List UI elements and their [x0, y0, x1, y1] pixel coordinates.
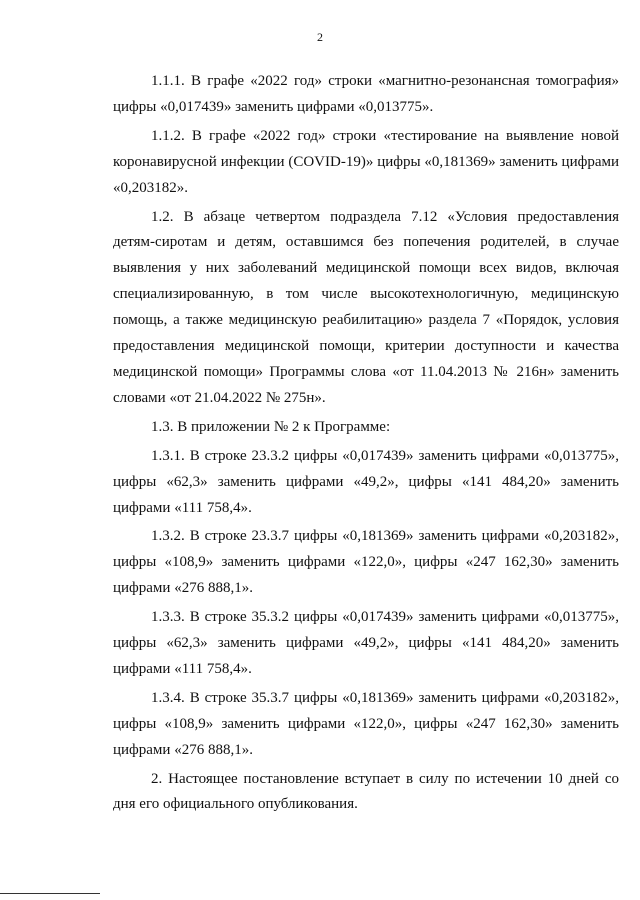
paragraph-1-1-1: 1.1.1. В графе «2022 год» строки «магнитно-резонансная томография» цифры «0,017439» заменить цифрами «0,013775». [113, 73, 619, 115]
paragraph-2: 2. Настоящее постановление вступает в силу по истечении 10 дней со дня его официального опубликования. [113, 770, 619, 813]
paragraph-1-2: 1.2. В абзаце четвертом подраздела 7.12 «Условия предоставления детям-сиротам и детям, оставшимся без попечения родителей, в случае выявления у них заболеваний медицинской помощи всех видов, включая специализированную, в том числе высокотехнологичную, медицинскую помощь, а также медицинскую реабилитацию» раздела 7 «Порядок, условия предоставления медицинской помощи, критерии доступности и качества медицинской помощи» Программы слова «от 11.04.2013 № 216н» заменить словами «от 21.04.2022 № 275н». [113, 208, 619, 406]
paragraph-1-3: 1.3. В приложении № 2 к Программе: [151, 418, 391, 435]
document-body [113, 69, 619, 821]
paragraph-1-1-2: 1.1.2. В графе «2022 год» строки «тестирование на выявление новой коронавирусной инфекции (COVID-19)» цифры «0,181369» заменить цифрами «0,203182». [113, 127, 619, 196]
paragraph-1-3-1: 1.3.1. В строке 23.3.2 цифры «0,017439» заменить цифрами «0,013775», цифры «62,3» заменить цифрами «49,2», цифры «141 484,20» заменить цифрами «111 758,4». [113, 447, 619, 516]
paragraph-1-3-4: 1.3.4. В строке 35.3.7 цифры «0,181369» заменить цифрами «0,203182», цифры «108,9» заменить цифрами «122,0», цифры «247 162,30» заменить цифрами «276 888,1». [113, 689, 619, 758]
footnote-rule [0, 893, 100, 894]
paragraph-1-3-3: 1.3.3. В строке 35.3.2 цифры «0,017439» заменить цифрами «0,013775», цифры «62,3» заменить цифрами «49,2», цифры «141 484,20» заменить цифрами «111 758,4». [113, 609, 619, 677]
page-number: 2 [317, 30, 323, 44]
paragraph-1-3-2: 1.3.2. В строке 23.3.7 цифры «0,181369» заменить цифрами «0,203182», цифры «108,9» заменить цифрами «122,0», цифры «247 162,30» заменить цифрами «276 888,1». [113, 528, 619, 597]
